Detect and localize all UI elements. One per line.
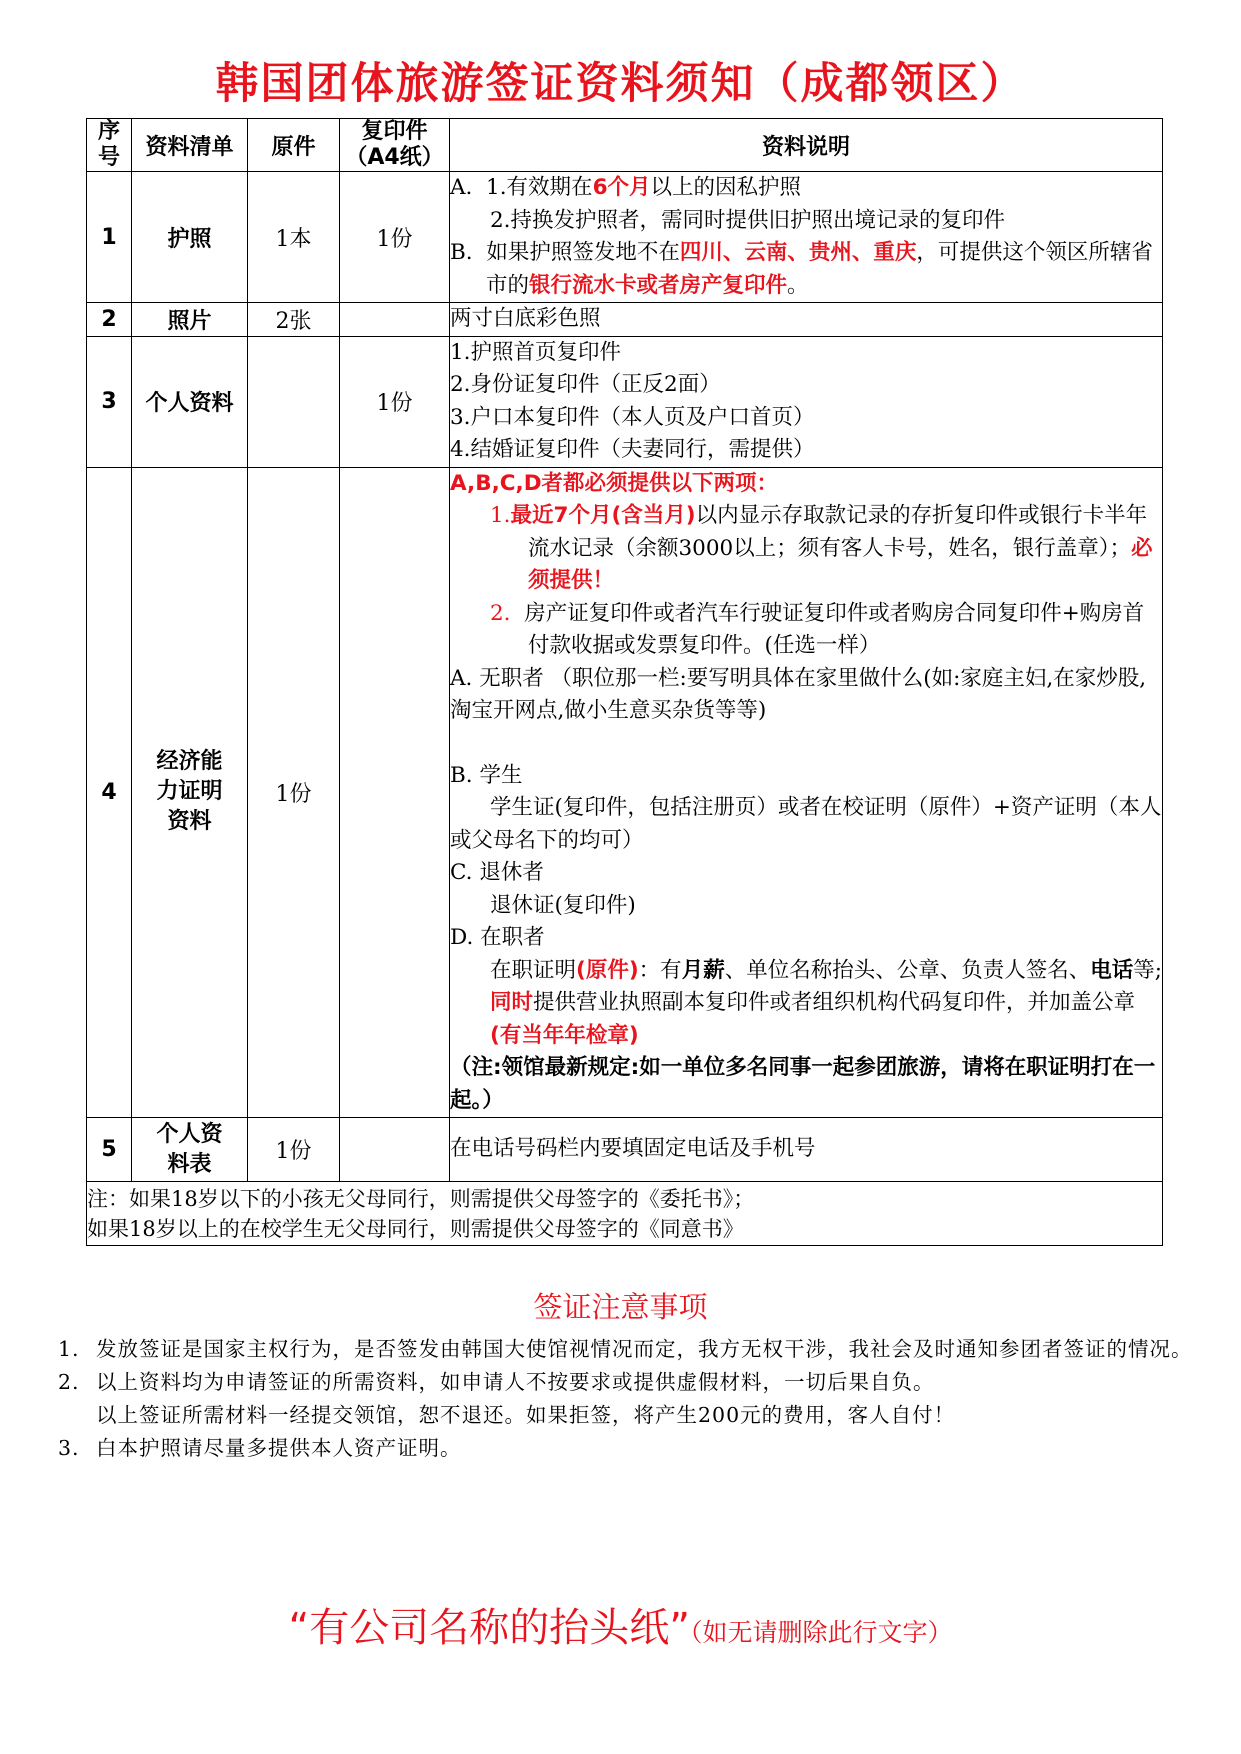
row-item: 个人资料表 — [132, 1118, 248, 1182]
footnote-line: 注：如果18岁以下的小孩无父母同行，则需提供父母签字的《委托书》； — [87, 1186, 755, 1211]
finance-c-text: 退休证(复印件) — [490, 892, 636, 918]
finance-b-text: 学生证(复印件，包括注册页）或者在校证明（原件）+资产证明（本人或父母名下的均可） — [450, 795, 1162, 853]
list-item: 4.结婚证复印件（夫妻同行，需提供） — [450, 437, 815, 462]
list-item: 3.户口本复印件（本人页及户口首页） — [450, 404, 815, 430]
finance-c-title: C. 退休者 — [450, 860, 544, 885]
table-row — [87, 336, 1163, 467]
list-item: 3. 白本护照请尽量多提供本人资产证明。 — [58, 1436, 462, 1460]
table-row — [87, 172, 1163, 303]
header-desc: 资料说明 — [450, 119, 1163, 172]
row-item: 经济能力证明资料 — [132, 467, 248, 1118]
finance-a-unemployed: A. 无职者 （职位那一栏:要写明具体在家里做什么(如:家庭主妇,在家炒股,淘宝开网点,做小生意买杂货等等) — [450, 665, 1147, 723]
row-original: 1份 — [248, 1118, 340, 1182]
row-desc — [450, 336, 1163, 467]
finance-b-title: B. 学生 — [450, 762, 523, 788]
header-original: 原件 — [248, 119, 340, 172]
row-item: 护照 — [132, 172, 248, 303]
row-desc — [450, 172, 1163, 303]
passport-desc-a2: 2.持换发护照者，需同时提供旧护照出境记录的复印件 — [490, 207, 1006, 233]
table-row — [87, 1118, 1163, 1182]
document-title: 韩国团体旅游签证资料须知（成都领区） — [215, 59, 1026, 109]
finance-head: A,B,C,D者都必须提供以下两项： — [450, 470, 779, 496]
row-seq: 4 — [87, 467, 132, 1118]
row-copy — [340, 467, 450, 1118]
letterhead-placeholder — [0, 1596, 1241, 1653]
row-copy: 1份 — [340, 336, 450, 467]
finance-point-2: 2. 房产证复印件或者汽车行驶证复印件或者购房合同复印件+购房首付款收据或发票复印件。(任选一样） — [490, 600, 1145, 658]
row-desc: 在电话号码栏内要填固定电话及手机号 — [450, 1118, 1163, 1182]
row-seq: 1 — [87, 172, 132, 303]
row-item: 个人资料 — [132, 336, 248, 467]
notice-list — [58, 1333, 1198, 1465]
table-row — [87, 303, 1163, 337]
row-seq: 5 — [87, 1118, 132, 1182]
table-row — [87, 467, 1163, 1118]
row-desc — [450, 467, 1163, 1118]
table-footnote-row — [87, 1182, 1163, 1246]
notice-title: 签证注意事项 — [533, 1290, 708, 1324]
row-original: 2张 — [248, 303, 340, 337]
row-copy: 1份 — [340, 172, 450, 303]
list-item: 1. 发放签证是国家主权行为，是否签发由韩国大使馆视情况而定，我方无权干涉，我社会及时通知参团者签证的情况。 — [58, 1337, 1193, 1361]
requirements-table — [86, 118, 1163, 1246]
list-item: 1.护照首页复印件 — [450, 339, 622, 365]
row-desc: 两寸白底彩色照 — [450, 303, 1163, 337]
spacer — [450, 728, 1162, 760]
header-list: 资料清单 — [132, 119, 248, 172]
finance-d-title: D. 在职者 — [450, 925, 545, 950]
row-original: 1本 — [248, 172, 340, 303]
list-item: 2. 以上资料均为申请签证的所需资料，如申请人不按要求或提供虚假材料，一切后果自负。 以上签证所需材料一经提交领馆，恕不退还。如果拒签，将产生200元的费用，客人自付！ — [58, 1370, 956, 1427]
row-copy — [340, 303, 450, 337]
letterhead-text: “有公司名称的抬头纸” — [288, 1605, 690, 1651]
header-seq: 序号 — [87, 119, 132, 172]
row-item: 照片 — [132, 303, 248, 337]
table-header-row — [87, 119, 1163, 172]
finance-note: （注:领馆最新规定:如一单位多名同事一起参团旅游，请将在职证明打在一起。） — [450, 1055, 1156, 1113]
finance-d-text: 在职证明(原件)：有月薪、单位名称抬头、公章、负责人签名、电话等;同时提供营业执照副本复印件或者组织机构代码复印件，并加盖公章(有当年年检章) — [490, 957, 1162, 1048]
row-copy — [340, 1118, 450, 1182]
footnote-line: 如果18岁以上的在校学生无父母同行，则需提供父母签字的《同意书》 — [87, 1216, 744, 1241]
row-seq: 3 — [87, 336, 132, 467]
list-item: 2.身份证复印件（正反2面） — [450, 372, 721, 397]
passport-desc-b: B. 如果护照签发地不在四川、云南、贵州、重庆，可提供这个领区所辖省市的银行流水卡或者房产复印件。 — [450, 240, 1153, 298]
passport-desc-a1: A. 1.有效期在6个月以上的因私护照 — [450, 175, 802, 200]
row-original — [248, 336, 340, 467]
row-original: 1份 — [248, 467, 340, 1118]
finance-point-1: 1.最近7个月(含当月)以内显示存取款记录的存折复印件或银行卡半年流水记录（余额3000以上；须有客人卡号，姓名，银行盖章）；必须提供！ — [490, 503, 1153, 593]
table-footnote — [87, 1182, 1163, 1246]
letterhead-hint: （如无请删除此行文字） — [689, 1618, 953, 1647]
header-copy: 复印件（A4纸） — [340, 119, 450, 172]
row-seq: 2 — [87, 303, 132, 337]
